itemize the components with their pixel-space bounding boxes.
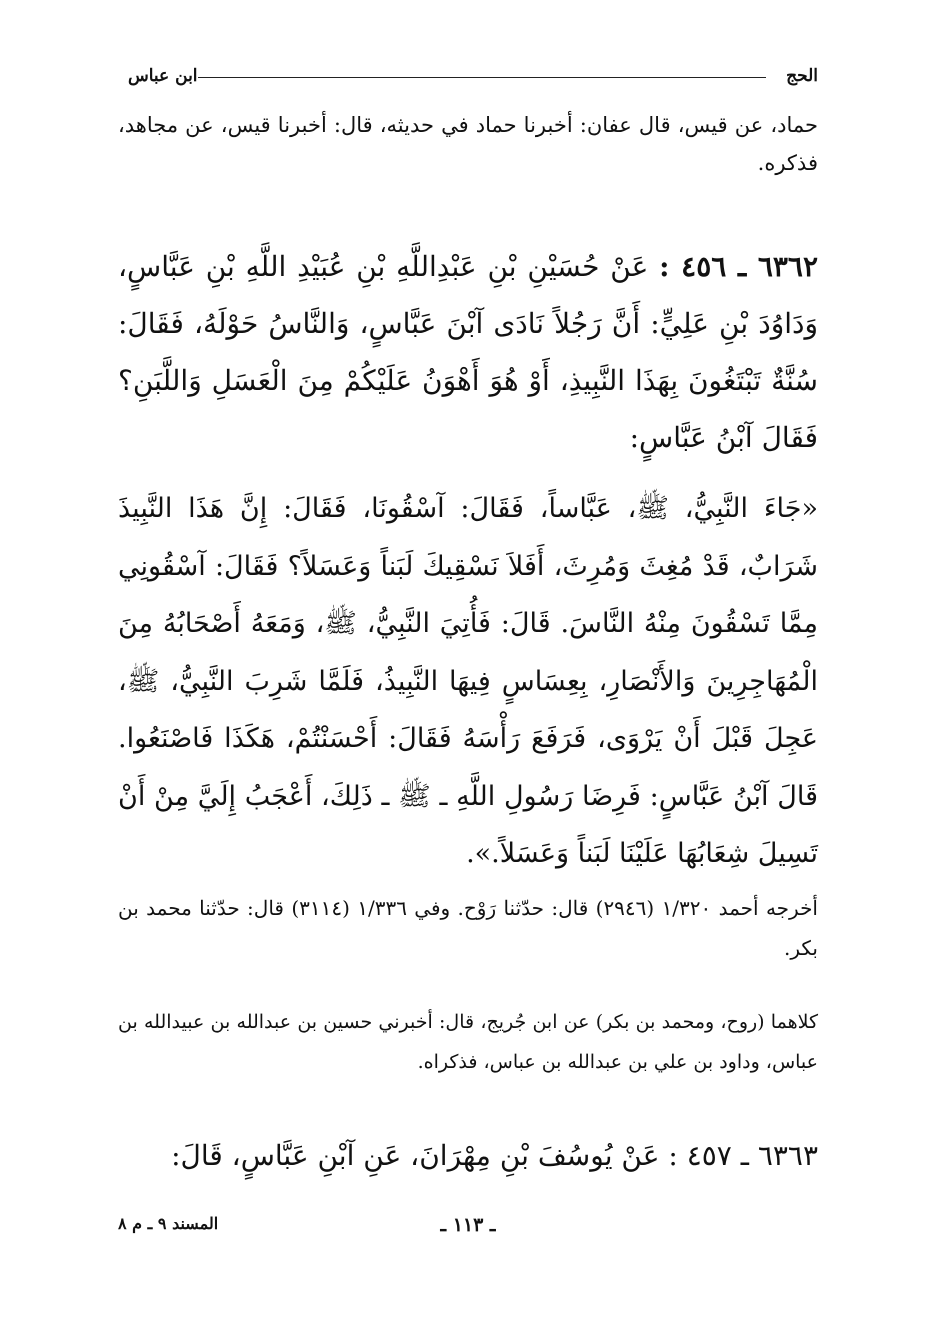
header-rule <box>198 77 766 78</box>
hadith-6363-paragraph <box>118 1132 818 1180</box>
hadith-6362-number: ٦٣٦٢ ـ ٤٥٦ : <box>659 250 818 283</box>
intro-text: حماد، عن قيس، قال عفان: أخبرنا حماد في حديثه، قال: أخبرنا قيس، عن مجاهد، فذكره. <box>118 113 818 175</box>
source-note-2 <box>118 1002 818 1082</box>
header-section: ابن عباس <box>128 66 198 86</box>
source-2-text: كلاهما (روح، ومحمد بن بكر) عن ابن جُريج، قال: أخبرني حسين بن عبدالله بن عبيدالله بن عباس، وداود بن علي بن عبدالله بن عباس، فذكراه. <box>118 1011 818 1073</box>
source-1-text: أخرجه أحمد ١/٣٢٠ (٢٩٤٦) قال: حدّثنا رَوْح. وفي ١/٣٣٦ (٣١١٤) قال: حدّثنا محمد بن بكر. <box>118 896 818 960</box>
page-number: ـ ١١٣ ـ <box>440 1214 496 1236</box>
hadith-quote <box>118 480 818 883</box>
hadith-6363-text: عَنْ يُوسُفَ بْنِ مِهْرَانَ، عَنِ آبْنِ عَبَّاسٍ، قَالَ: <box>171 1139 660 1172</box>
footer-signature: المسند ٩ ـ م ٨ <box>118 1214 219 1233</box>
hadith-6363-number: ٦٣٦٣ ـ ٤٥٧ : <box>668 1139 818 1172</box>
page-footer <box>118 1210 818 1240</box>
hadith-6363 <box>118 1132 818 1180</box>
hadith-6362 <box>118 238 818 466</box>
quote-text: «جَاءَ النَّبِيُّ، ﷺ، عَبَّاساً، فَقَالَ: آسْقُونَا، فَقَالَ: إِنَّ هَذَا النَّبِيذَ شَرَابٌ، قَدْ مُغِثَ وَمُرِثَ، أَفَلاَ نَسْقِيكَ لَبَناً وَعَسَلاً؟ فَقَالَ: آسْقُونِي مِمَّا تَسْقُونَ مِنْهُ النَّاسَ. قَالَ: فَأُتِيَ النَّبِيُّ، ﷺ، وَمَعَهُ أَصْحَابُهُ مِنَ الْمُهَاجِرِينَ وَالأَنْصَارِ، بِعِسَاسٍ فِيهَا النَّبِيذُ، فَلَمَّا شَرِبَ النَّبِيُّ، ﷺ، عَجِلَ قَبْلَ أَنْ يَرْوَى، فَرَفَعَ رَأْسَهُ فَقَالَ: أَحْسَنْتُمْ، هَكَذَا فَاصْنَعُوا. قَالَ آبْنُ عَبَّاسٍ: فَرِضَا رَسُولِ اللَّهِ ـ ﷺ ـ ذَلِكَ، أَعْجَبُ إِلَيَّ مِنْ أَنْ تَسِيلَ شِعَابُهَا عَلَيْنَا لَبَناً وَعَسَلاً.». <box>118 493 818 869</box>
source-note-1 <box>118 888 818 968</box>
running-header <box>128 62 818 92</box>
intro-paragraph <box>118 106 818 182</box>
hadith-6362-paragraph <box>118 238 818 466</box>
header-chapter: الحج <box>786 66 818 86</box>
hadith-6362-text: عَنْ حُسَيْنِ بْنِ عَبْدِاللَّهِ بْنِ عُبَيْدِ اللَّهِ بْنِ عَبَّاسٍ، وَدَاوُدَ بْنِ عَلِيٍّ: أَنَّ رَجُلاً نَادَى آبْنَ عَبَّاسٍ، وَالنَّاسُ حَوْلَهُ، فَقَالَ: سُنَّةٌ تَبْتَغُونَ بِهَذَا النَّبِيذِ، أَوْ هُوَ أَهْوَنُ عَلَيْكُمْ مِنَ الْعَسَلِ وَاللَّبَنِ؟ فَقَالَ آبْنُ عَبَّاسٍ: <box>118 250 818 454</box>
